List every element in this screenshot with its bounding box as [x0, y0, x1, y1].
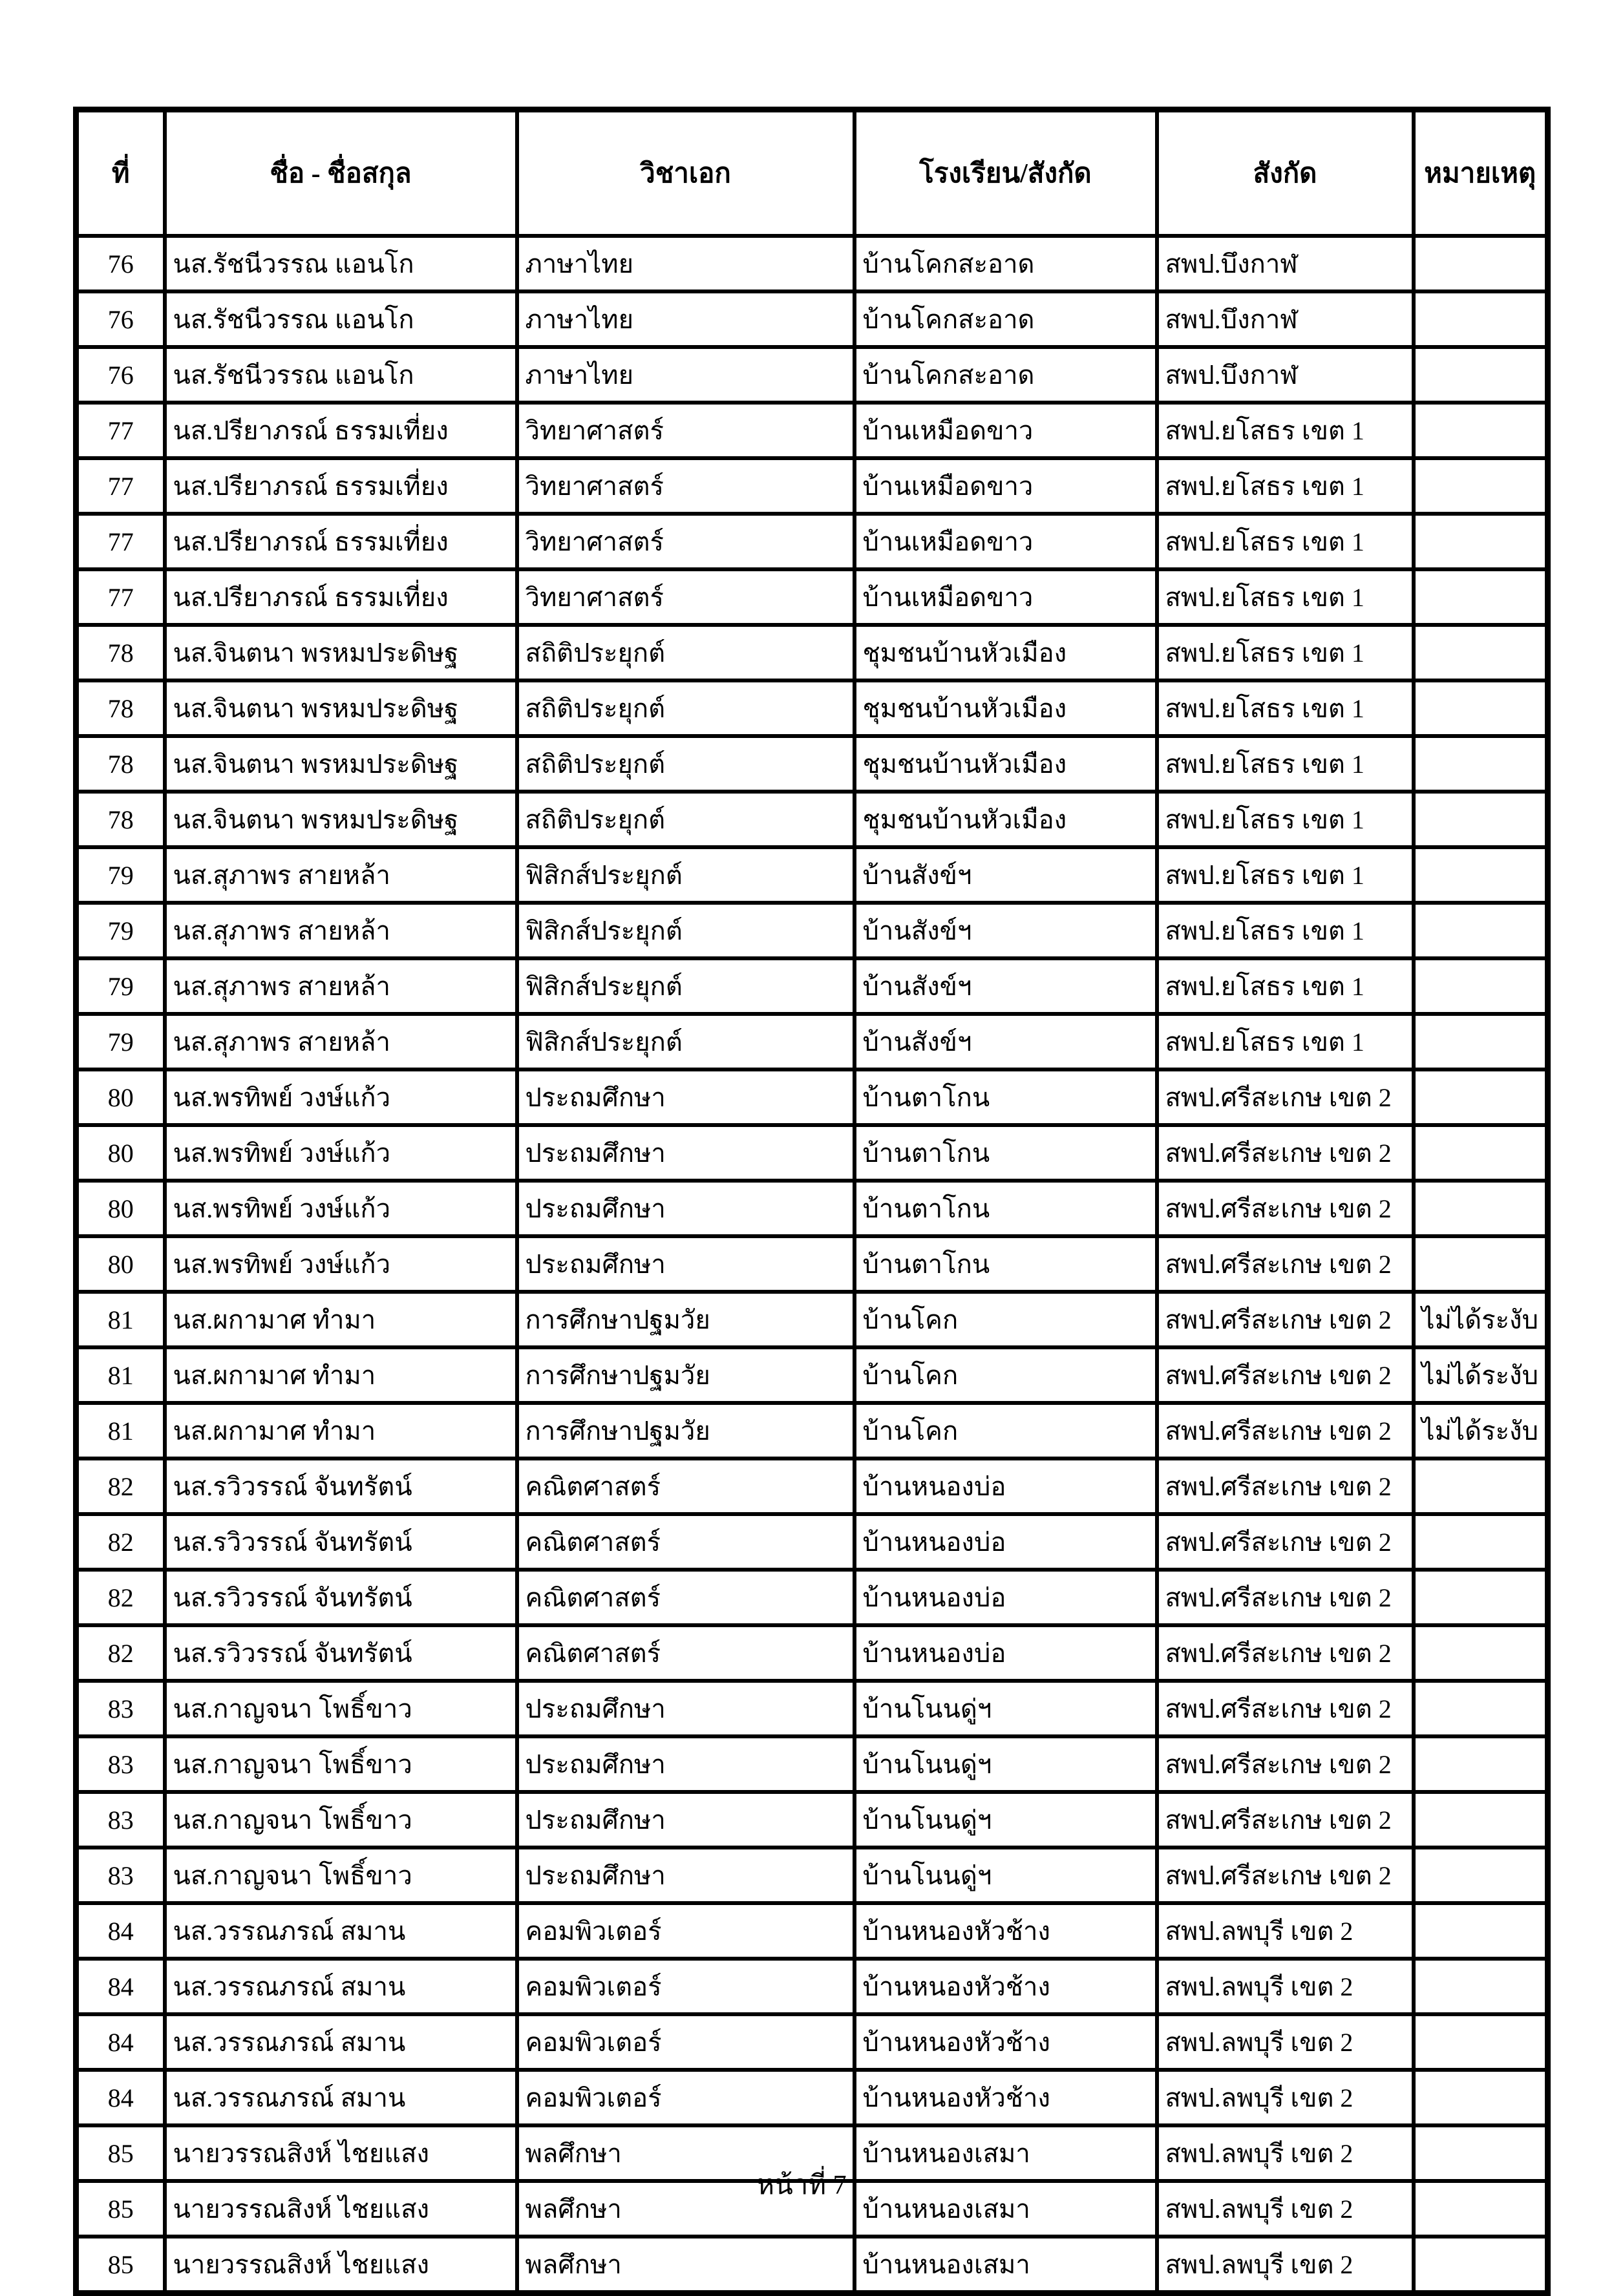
cell-name: นส.กาญจนา โพธิ์ขาว — [165, 1792, 517, 1848]
table-row — [76, 1736, 1548, 1792]
cell-no: 80 — [76, 1069, 165, 1125]
column-header-no: ที่ — [76, 110, 165, 237]
table-row — [76, 1181, 1548, 1236]
cell-name: นส.พรทิพย์ วงษ์แก้ว — [165, 1125, 517, 1181]
cell-major: คอมพิวเตอร์ — [517, 2014, 855, 2070]
cell-name: นส.จินตนา พรหมประดิษฐ — [165, 792, 517, 847]
cell-name: นส.รัชนีวรรณ แอนโก — [165, 347, 517, 403]
table-row — [76, 1625, 1548, 1681]
cell-affiliation: สพป.ยโสธร เขต 1 — [1157, 569, 1414, 625]
cell-school: บ้านโคก — [855, 1292, 1157, 1347]
cell-school: บ้านโคก — [855, 1347, 1157, 1403]
cell-remark: ไม่ได้ระงับ — [1414, 1292, 1548, 1347]
cell-major: ประถมศึกษา — [517, 1792, 855, 1848]
cell-no: 82 — [76, 1570, 165, 1625]
cell-name: นส.สุภาพร สายหล้า — [165, 958, 517, 1014]
cell-major: คอมพิวเตอร์ — [517, 1959, 855, 2014]
cell-remark — [1414, 958, 1548, 1014]
cell-affiliation: สพป.ศรีสะเกษ เขต 2 — [1157, 1181, 1414, 1236]
cell-no: 84 — [76, 2070, 165, 2125]
cell-major: วิทยาศาสตร์ — [517, 458, 855, 514]
cell-major: ฟิสิกส์ประยุกต์ — [517, 903, 855, 958]
cell-remark — [1414, 569, 1548, 625]
cell-school: บ้านเหมือดขาว — [855, 458, 1157, 514]
cell-name: นายวรรณสิงห์ ไชยแสง — [165, 2125, 517, 2181]
cell-affiliation: สพป.ยโสธร เขต 1 — [1157, 792, 1414, 847]
cell-name: นส.วรรณภรณ์ สมาน — [165, 2014, 517, 2070]
table-row — [76, 847, 1548, 903]
cell-name: นส.รวิวรรณ์ จันทรัตน์ — [165, 1570, 517, 1625]
table-body — [76, 236, 1548, 2293]
table-row — [76, 1792, 1548, 1848]
cell-name: นส.รัชนีวรรณ แอนโก — [165, 291, 517, 347]
cell-name: นส.วรรณภรณ์ สมาน — [165, 2070, 517, 2125]
cell-name: นส.กาญจนา โพธิ์ขาว — [165, 1848, 517, 1903]
cell-name: นส.วรรณภรณ์ สมาน — [165, 1959, 517, 2014]
table-row — [76, 1459, 1548, 1514]
cell-school: บ้านสังข์ฯ — [855, 958, 1157, 1014]
table-row — [76, 291, 1548, 347]
cell-affiliation: สพป.ศรีสะเกษ เขต 2 — [1157, 1792, 1414, 1848]
cell-no: 79 — [76, 847, 165, 903]
cell-no: 77 — [76, 403, 165, 458]
cell-school: บ้านหนองบ่อ — [855, 1459, 1157, 1514]
cell-no: 83 — [76, 1848, 165, 1903]
cell-major: การศึกษาปฐมวัย — [517, 1292, 855, 1347]
cell-affiliation: สพป.ลพบุรี เขต 2 — [1157, 2181, 1414, 2237]
cell-affiliation: สพป.ศรีสะเกษ เขต 2 — [1157, 1347, 1414, 1403]
table-row — [76, 1903, 1548, 1959]
cell-remark — [1414, 792, 1548, 847]
cell-school: บ้านโนนดู่ฯ — [855, 1792, 1157, 1848]
cell-name: นส.รวิวรรณ์ จันทรัตน์ — [165, 1514, 517, 1570]
cell-school: บ้านสังข์ฯ — [855, 847, 1157, 903]
cell-remark — [1414, 625, 1548, 680]
cell-name: นส.ปรียาภรณ์ ธรรมเที่ยง — [165, 403, 517, 458]
cell-remark — [1414, 1625, 1548, 1681]
column-header-name: ชื่อ - ชื่อสกุล — [165, 110, 517, 237]
cell-major: สถิติประยุกต์ — [517, 736, 855, 792]
cell-name: นส.พรทิพย์ วงษ์แก้ว — [165, 1069, 517, 1125]
cell-affiliation: สพป.ลพบุรี เขต 2 — [1157, 2014, 1414, 2070]
table-row — [76, 1236, 1548, 1292]
table-row — [76, 403, 1548, 458]
cell-affiliation: สพป.บึงกาฬ — [1157, 291, 1414, 347]
table-row — [76, 736, 1548, 792]
cell-no: 85 — [76, 2125, 165, 2181]
cell-affiliation: สพป.ยโสธร เขต 1 — [1157, 958, 1414, 1014]
cell-name: นายวรรณสิงห์ ไชยแสง — [165, 2237, 517, 2293]
cell-name: นส.ปรียาภรณ์ ธรรมเที่ยง — [165, 514, 517, 569]
table-row — [76, 2014, 1548, 2070]
cell-remark — [1414, 1514, 1548, 1570]
cell-major: สถิติประยุกต์ — [517, 625, 855, 680]
cell-school: ชุมชนบ้านหัวเมือง — [855, 625, 1157, 680]
teacher-roster-table — [73, 107, 1551, 2296]
cell-remark — [1414, 1681, 1548, 1736]
cell-name: นส.สุภาพร สายหล้า — [165, 847, 517, 903]
table-row — [76, 1514, 1548, 1570]
table-row — [76, 2237, 1548, 2293]
cell-affiliation: สพป.ศรีสะเกษ เขต 2 — [1157, 1681, 1414, 1736]
cell-no: 84 — [76, 1959, 165, 2014]
cell-remark — [1414, 1125, 1548, 1181]
cell-no: 80 — [76, 1181, 165, 1236]
cell-school: บ้านหนองหัวช้าง — [855, 2014, 1157, 2070]
cell-no: 85 — [76, 2181, 165, 2237]
cell-remark — [1414, 1236, 1548, 1292]
table-row — [76, 347, 1548, 403]
cell-affiliation: สพป.ลพบุรี เขต 2 — [1157, 2070, 1414, 2125]
cell-name: นส.ผกามาศ ทำมา — [165, 1347, 517, 1403]
cell-name: นส.พรทิพย์ วงษ์แก้ว — [165, 1181, 517, 1236]
cell-school: บ้านโคกสะอาด — [855, 291, 1157, 347]
cell-school: บ้านสังข์ฯ — [855, 1014, 1157, 1069]
cell-school: บ้านโนนดู่ฯ — [855, 1736, 1157, 1792]
cell-remark — [1414, 1069, 1548, 1125]
cell-affiliation: สพป.ลพบุรี เขต 2 — [1157, 1903, 1414, 1959]
cell-major: ประถมศึกษา — [517, 1681, 855, 1736]
cell-name: นส.รวิวรรณ์ จันทรัตน์ — [165, 1625, 517, 1681]
table-row — [76, 1069, 1548, 1125]
column-header-major: วิชาเอก — [517, 110, 855, 237]
cell-major: ประถมศึกษา — [517, 1236, 855, 1292]
cell-major: สถิติประยุกต์ — [517, 680, 855, 736]
cell-affiliation: สพป.ศรีสะเกษ เขต 2 — [1157, 1069, 1414, 1125]
cell-remark — [1414, 847, 1548, 903]
cell-no: 80 — [76, 1236, 165, 1292]
cell-no: 77 — [76, 569, 165, 625]
cell-no: 77 — [76, 514, 165, 569]
cell-remark — [1414, 1459, 1548, 1514]
cell-name: นส.รวิวรรณ์ จันทรัตน์ — [165, 1459, 517, 1514]
cell-no: 82 — [76, 1625, 165, 1681]
cell-affiliation: สพป.ยโสธร เขต 1 — [1157, 1014, 1414, 1069]
cell-major: คณิตศาสตร์ — [517, 1514, 855, 1570]
cell-remark — [1414, 680, 1548, 736]
cell-no: 78 — [76, 625, 165, 680]
cell-no: 76 — [76, 291, 165, 347]
table-row — [76, 1125, 1548, 1181]
cell-school: บ้านโคก — [855, 1403, 1157, 1459]
cell-major: ฟิสิกส์ประยุกต์ — [517, 1014, 855, 1069]
cell-affiliation: สพป.ศรีสะเกษ เขต 2 — [1157, 1625, 1414, 1681]
table-row — [76, 1347, 1548, 1403]
cell-remark: ไม่ได้ระงับ — [1414, 1347, 1548, 1403]
cell-name: นส.ปรียาภรณ์ ธรรมเที่ยง — [165, 458, 517, 514]
cell-name: นส.พรทิพย์ วงษ์แก้ว — [165, 1236, 517, 1292]
cell-major: คอมพิวเตอร์ — [517, 2070, 855, 2125]
cell-no: 84 — [76, 1903, 165, 1959]
cell-major: ฟิสิกส์ประยุกต์ — [517, 847, 855, 903]
cell-no: 81 — [76, 1292, 165, 1347]
cell-no: 85 — [76, 2237, 165, 2293]
cell-remark — [1414, 2070, 1548, 2125]
cell-remark — [1414, 2237, 1548, 2293]
table-row — [76, 1848, 1548, 1903]
cell-major: ฟิสิกส์ประยุกต์ — [517, 958, 855, 1014]
cell-affiliation: สพป.ศรีสะเกษ เขต 2 — [1157, 1292, 1414, 1347]
cell-school: บ้านโนนดู่ฯ — [855, 1848, 1157, 1903]
cell-affiliation: สพป.ลพบุรี เขต 2 — [1157, 2125, 1414, 2181]
cell-school: บ้านเหมือดขาว — [855, 514, 1157, 569]
table-row — [76, 1292, 1548, 1347]
cell-school: บ้านโคกสะอาด — [855, 347, 1157, 403]
cell-no: 79 — [76, 1014, 165, 1069]
cell-no: 77 — [76, 458, 165, 514]
cell-name: นส.กาญจนา โพธิ์ขาว — [165, 1736, 517, 1792]
cell-school: บ้านหนองหัวช้าง — [855, 2070, 1157, 2125]
cell-no: 78 — [76, 680, 165, 736]
cell-school: ชุมชนบ้านหัวเมือง — [855, 680, 1157, 736]
table-row — [76, 1014, 1548, 1069]
table-row — [76, 1570, 1548, 1625]
cell-no: 83 — [76, 1792, 165, 1848]
cell-school: บ้านหนองหัวช้าง — [855, 1959, 1157, 2014]
cell-no: 76 — [76, 347, 165, 403]
cell-school: บ้านตาโกน — [855, 1069, 1157, 1125]
cell-remark — [1414, 1181, 1548, 1236]
cell-name: นส.สุภาพร สายหล้า — [165, 1014, 517, 1069]
cell-major: ภาษาไทย — [517, 347, 855, 403]
cell-school: บ้านตาโกน — [855, 1125, 1157, 1181]
table-row — [76, 569, 1548, 625]
cell-no: 81 — [76, 1403, 165, 1459]
cell-major: สถิติประยุกต์ — [517, 792, 855, 847]
cell-school: บ้านเหมือดขาว — [855, 569, 1157, 625]
table-row — [76, 680, 1548, 736]
column-header-school: โรงเรียน/สังกัด — [855, 110, 1157, 237]
cell-remark — [1414, 347, 1548, 403]
cell-remark — [1414, 2014, 1548, 2070]
cell-school: ชุมชนบ้านหัวเมือง — [855, 736, 1157, 792]
cell-remark — [1414, 1014, 1548, 1069]
cell-affiliation: สพป.ศรีสะเกษ เขต 2 — [1157, 1848, 1414, 1903]
cell-name: นายวรรณสิงห์ ไชยแสง — [165, 2181, 517, 2237]
cell-no: 83 — [76, 1736, 165, 1792]
cell-school: บ้านหนองหัวช้าง — [855, 1903, 1157, 1959]
header-row — [76, 110, 1548, 237]
cell-major: การศึกษาปฐมวัย — [517, 1403, 855, 1459]
cell-major: วิทยาศาสตร์ — [517, 569, 855, 625]
page-number: หน้าที่ 7 — [756, 2171, 847, 2200]
cell-name: นส.กาญจนา โพธิ์ขาว — [165, 1681, 517, 1736]
cell-school: บ้านเหมือดขาว — [855, 403, 1157, 458]
cell-remark — [1414, 514, 1548, 569]
cell-affiliation: สพป.ยโสธร เขต 1 — [1157, 625, 1414, 680]
table-row — [76, 903, 1548, 958]
cell-major: ประถมศึกษา — [517, 1736, 855, 1792]
cell-name: นส.ผกามาศ ทำมา — [165, 1292, 517, 1347]
table-row — [76, 458, 1548, 514]
cell-affiliation: สพป.ลพบุรี เขต 2 — [1157, 1959, 1414, 2014]
cell-no: 84 — [76, 2014, 165, 2070]
cell-remark — [1414, 403, 1548, 458]
cell-school: บ้านหนองบ่อ — [855, 1570, 1157, 1625]
cell-school: บ้านโนนดู่ฯ — [855, 1681, 1157, 1736]
cell-remark — [1414, 903, 1548, 958]
cell-affiliation: สพป.ศรีสะเกษ เขต 2 — [1157, 1570, 1414, 1625]
cell-no: 78 — [76, 792, 165, 847]
cell-remark — [1414, 1792, 1548, 1848]
table-row — [76, 1681, 1548, 1736]
cell-major: คณิตศาสตร์ — [517, 1570, 855, 1625]
cell-name: นส.ปรียาภรณ์ ธรรมเที่ยง — [165, 569, 517, 625]
cell-remark — [1414, 1570, 1548, 1625]
table-row — [76, 236, 1548, 291]
cell-affiliation: สพป.ศรีสะเกษ เขต 2 — [1157, 1403, 1414, 1459]
cell-affiliation: สพป.ศรีสะเกษ เขต 2 — [1157, 1736, 1414, 1792]
cell-no: 79 — [76, 903, 165, 958]
cell-name: นส.จินตนา พรหมประดิษฐ — [165, 736, 517, 792]
table-row — [76, 1959, 1548, 2014]
cell-name: นส.จินตนา พรหมประดิษฐ — [165, 680, 517, 736]
cell-major: วิทยาศาสตร์ — [517, 403, 855, 458]
cell-major: คณิตศาสตร์ — [517, 1459, 855, 1514]
cell-major: ประถมศึกษา — [517, 1125, 855, 1181]
cell-school: บ้านหนองเสมา — [855, 2181, 1157, 2237]
cell-major: ภาษาไทย — [517, 291, 855, 347]
cell-major: พลศึกษา — [517, 2181, 855, 2237]
cell-major: คอมพิวเตอร์ — [517, 1903, 855, 1959]
cell-affiliation: สพป.ศรีสะเกษ เขต 2 — [1157, 1236, 1414, 1292]
cell-school: บ้านตาโกน — [855, 1236, 1157, 1292]
cell-affiliation: สพป.ยโสธร เขต 1 — [1157, 514, 1414, 569]
cell-affiliation: สพป.ศรีสะเกษ เขต 2 — [1157, 1514, 1414, 1570]
cell-remark — [1414, 291, 1548, 347]
cell-major: พลศึกษา — [517, 2125, 855, 2181]
column-header-remark: หมายเหตุ — [1414, 110, 1548, 237]
cell-affiliation: สพป.ลพบุรี เขต 2 — [1157, 2237, 1414, 2293]
cell-remark — [1414, 236, 1548, 291]
cell-major: พลศึกษา — [517, 2237, 855, 2293]
cell-school: บ้านตาโกน — [855, 1181, 1157, 1236]
cell-school: บ้านหนองบ่อ — [855, 1625, 1157, 1681]
cell-major: คณิตศาสตร์ — [517, 1625, 855, 1681]
cell-school: บ้านหนองบ่อ — [855, 1514, 1157, 1570]
cell-school: ชุมชนบ้านหัวเมือง — [855, 792, 1157, 847]
table-row — [76, 2070, 1548, 2125]
cell-no: 76 — [76, 236, 165, 291]
cell-school: บ้านหนองเสมา — [855, 2125, 1157, 2181]
column-header-affiliation: สังกัด — [1157, 110, 1414, 237]
cell-remark — [1414, 1736, 1548, 1792]
cell-no: 82 — [76, 1459, 165, 1514]
cell-name: นส.วรรณภรณ์ สมาน — [165, 1903, 517, 1959]
cell-affiliation: สพป.บึงกาฬ — [1157, 347, 1414, 403]
table-row — [76, 625, 1548, 680]
cell-remark — [1414, 1903, 1548, 1959]
cell-affiliation: สพป.ยโสธร เขต 1 — [1157, 903, 1414, 958]
table-row — [76, 958, 1548, 1014]
cell-affiliation: สพป.ยโสธร เขต 1 — [1157, 458, 1414, 514]
cell-remark — [1414, 1959, 1548, 2014]
cell-no: 78 — [76, 736, 165, 792]
cell-affiliation: สพป.ศรีสะเกษ เขต 2 — [1157, 1459, 1414, 1514]
cell-major: วิทยาศาสตร์ — [517, 514, 855, 569]
cell-affiliation: สพป.ยโสธร เขต 1 — [1157, 847, 1414, 903]
cell-remark — [1414, 736, 1548, 792]
cell-major: การศึกษาปฐมวัย — [517, 1347, 855, 1403]
cell-name: นส.ผกามาศ ทำมา — [165, 1403, 517, 1459]
table-row — [76, 514, 1548, 569]
cell-name: นส.จินตนา พรหมประดิษฐ — [165, 625, 517, 680]
cell-major: ประถมศึกษา — [517, 1848, 855, 1903]
cell-no: 79 — [76, 958, 165, 1014]
cell-affiliation: สพป.ศรีสะเกษ เขต 2 — [1157, 1125, 1414, 1181]
cell-major: ประถมศึกษา — [517, 1069, 855, 1125]
cell-remark: ไม่ได้ระงับ — [1414, 1403, 1548, 1459]
cell-remark — [1414, 458, 1548, 514]
cell-affiliation: สพป.ยโสธร เขต 1 — [1157, 403, 1414, 458]
cell-school: บ้านหนองเสมา — [855, 2237, 1157, 2293]
cell-school: บ้านโคกสะอาด — [855, 236, 1157, 291]
cell-major: ประถมศึกษา — [517, 1181, 855, 1236]
cell-affiliation: สพป.ยโสธร เขต 1 — [1157, 736, 1414, 792]
cell-no: 81 — [76, 1347, 165, 1403]
cell-remark — [1414, 1848, 1548, 1903]
table-row — [76, 792, 1548, 847]
table-row — [76, 1403, 1548, 1459]
cell-name: นส.รัชนีวรรณ แอนโก — [165, 236, 517, 291]
cell-major: ภาษาไทย — [517, 236, 855, 291]
cell-affiliation: สพป.ยโสธร เขต 1 — [1157, 680, 1414, 736]
cell-no: 80 — [76, 1125, 165, 1181]
cell-school: บ้านสังข์ฯ — [855, 903, 1157, 958]
cell-no: 82 — [76, 1514, 165, 1570]
cell-no: 83 — [76, 1681, 165, 1736]
cell-affiliation: สพป.บึงกาฬ — [1157, 236, 1414, 291]
cell-name: นส.สุภาพร สายหล้า — [165, 903, 517, 958]
